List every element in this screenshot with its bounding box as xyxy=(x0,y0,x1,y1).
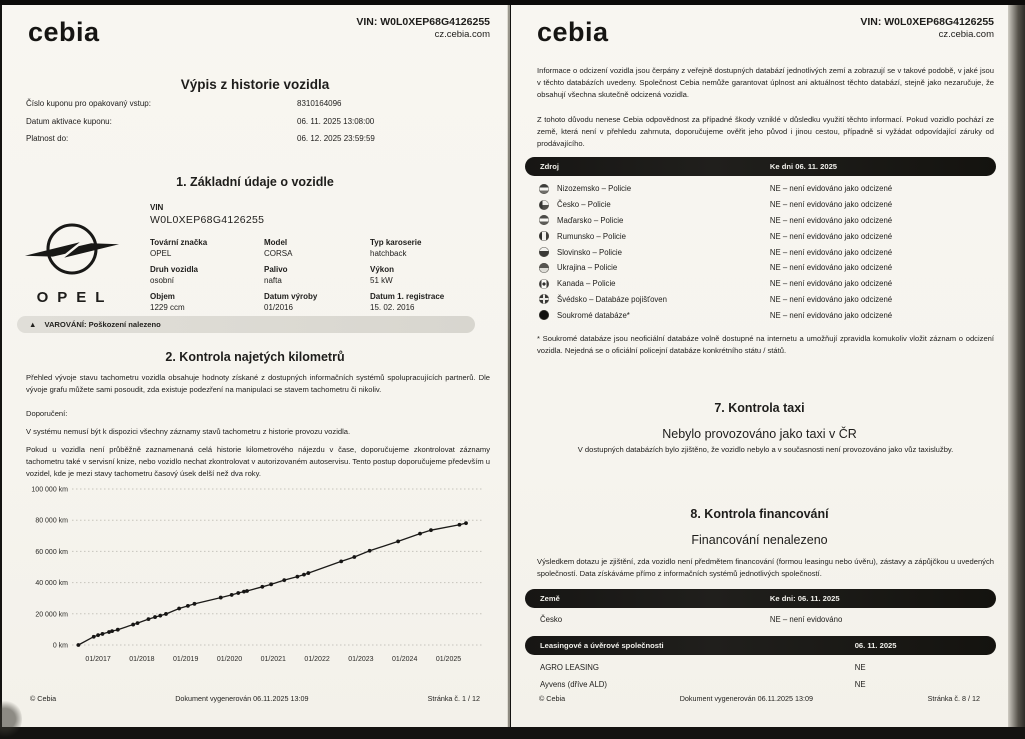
coupon-row xyxy=(26,134,488,152)
stolen-source: Maďarsko – Policie xyxy=(557,215,624,225)
row-name: Ayvens (dříve ALD) xyxy=(540,680,608,689)
country-table-header xyxy=(525,589,996,608)
stolen-result: NE – není evidováno jako odcizené xyxy=(769,231,893,241)
left-page xyxy=(2,5,508,727)
section1-title: 1. Základní údaje o vozidle xyxy=(176,175,334,189)
section2-p4: Pokud u vozidla není průběžně zaznamenaná celá historie kilometrového nájezdu v čase, doporučujeme zkontrolovat záznamy tachometru také v servisní knize, nebo vozidlo nechat zkontrolovat v autorizovaném autoservisu. Tento postup doporučujeme především u vozidel, kde je mezi stavy tachometru časový úsek delší než dva roky. xyxy=(26,445,490,479)
coupon-label: Datum aktivace kuponu: xyxy=(26,116,112,126)
stolen-table-rows xyxy=(525,181,996,323)
coupon-label: Platnost do: xyxy=(26,134,69,143)
coupon-value: 06. 11. 2025 13:08:00 xyxy=(297,116,375,126)
field-label: Tovární značka xyxy=(150,238,208,247)
vin-value: W0L0XEP68G4126255 xyxy=(150,214,265,226)
stolen-row xyxy=(525,181,996,197)
row-result: NE – není evidováno xyxy=(769,615,843,624)
flag-cz-icon xyxy=(539,200,549,210)
row-name: AGRO LEASING xyxy=(540,663,599,672)
y-axis-tick: 100 000 km xyxy=(31,486,68,494)
vehicle-field xyxy=(264,238,370,265)
vehicle-field xyxy=(150,265,264,292)
stolen-row xyxy=(525,244,996,260)
field-label: Objem xyxy=(150,292,175,301)
stolen-source: Rumunsko – Policie xyxy=(557,231,626,241)
field-value: 51 kW xyxy=(370,276,393,285)
flag-private-icon xyxy=(539,310,549,320)
page-seam xyxy=(508,5,510,727)
opel-wordmark: OPEL xyxy=(36,289,114,306)
footer-copyright: © Cebia xyxy=(539,694,566,703)
site-url: cz.cebia.com xyxy=(938,29,994,41)
footer-page-number: Stránka č. 8 / 12 xyxy=(927,694,980,703)
cebia-logo: cebia xyxy=(537,17,609,47)
stolen-row xyxy=(525,307,996,323)
field-label: Palivo xyxy=(264,265,288,274)
field-value: OPEL xyxy=(150,249,172,258)
vehicle-field xyxy=(264,292,370,319)
y-axis-tick: 40 000 km xyxy=(35,580,68,588)
stolen-row xyxy=(525,213,996,229)
field-label: Datum 1. registrace xyxy=(370,292,445,301)
section2-p1: Přehled vývoje stavu tachometru vozidla obsahuje hodnoty získané z dostupných informačních systémů spolupracujících partnerů. Dle vývoje grafu můžete sami posoudit, zda existuje podezření na manipulaci se stavem tachometru či nikoliv. xyxy=(26,373,490,395)
table-row xyxy=(525,676,996,693)
row-name: Česko xyxy=(540,615,563,624)
page-title: Výpis z historie vozidla xyxy=(180,77,330,92)
vehicle-fields xyxy=(150,238,520,319)
opel-logo xyxy=(24,218,120,306)
field-label: Výkon xyxy=(370,265,395,274)
stolen-row xyxy=(525,260,996,276)
stolen-result: NE – není evidováno jako odcizené xyxy=(769,200,893,210)
coupon-row xyxy=(26,117,488,135)
left-footer xyxy=(30,694,480,703)
scan-right-edge xyxy=(1008,5,1025,727)
odometer-chart-svg xyxy=(24,475,490,675)
coupon-value: 8310164096 xyxy=(297,99,342,108)
stolen-result: NE – není evidováno jako odcizené xyxy=(769,263,893,273)
y-axis-tick: 20 000 km xyxy=(35,611,68,619)
section7-text: V dostupných databázích bylo zjištěno, že vozidlo nebylo a v současnosti není provozováno jako vůz taxislužby. xyxy=(577,445,954,454)
warning-bar xyxy=(17,316,475,333)
field-value: 01/2016 xyxy=(264,303,293,312)
stolen-intro-p1: Informace o odcizení vozidla jsou čerpány z veřejně dostupných databází jednotlivých zemí a zobrazují se v takové podobě, v jaké jsou v těchto databázích uvedeny. Společnost Cebia nemůže garantovat úplnost ani aktuálnost těchto databází, stejně jako nezaručuje, že obsahují všechna skutečně odcizená vozidla. xyxy=(537,66,994,100)
table-row xyxy=(525,659,996,676)
y-axis-tick: 0 km xyxy=(52,642,68,650)
vin-text: VIN: W0L0XEP68G4126255 xyxy=(860,16,994,28)
coupon-fields xyxy=(26,99,488,152)
stolen-row xyxy=(525,228,996,244)
x-axis-tick: 01/2018 xyxy=(129,656,155,663)
x-axis-tick: 01/2025 xyxy=(435,656,462,663)
field-value: nafta xyxy=(264,276,282,285)
coupon-row xyxy=(26,99,488,117)
stolen-result: NE – není evidováno jako odcizené xyxy=(769,279,893,289)
field-value: CORSA xyxy=(264,249,293,258)
stolen-col-date: Ke dni 06. 11. 2025 xyxy=(769,162,838,171)
flag-hu-icon xyxy=(539,215,549,225)
vin-label: VIN xyxy=(150,203,164,212)
field-value: 15. 02. 2016 xyxy=(370,303,415,312)
vehicle-field xyxy=(150,292,264,319)
y-axis-tick: 60 000 km xyxy=(35,548,68,556)
section2-p2: Doporučení: xyxy=(26,409,68,418)
section7-title: 7. Kontrola taxi xyxy=(714,401,805,415)
cebia-logo: cebia xyxy=(28,17,100,47)
stolen-intro-p2: Z tohoto důvodu nenese Cebia odpovědnost za případné škody vzniklé v důsledku využití těchto informací. Pokud vozidlo pochází ze země, která není v přehledu zahrnuta, doporučujeme ověřit jeho původ i jinou cestou, případně si vyžádat odpovídající záruky od prodávajícího. xyxy=(537,115,994,149)
vin-text: VIN: W0L0XEP68G4126255 xyxy=(356,16,490,28)
stolen-table-header xyxy=(525,157,996,176)
footer-page-number: Stránka č. 1 / 12 xyxy=(427,694,480,703)
flag-nl-icon xyxy=(539,184,549,194)
field-label: Druh vozidla xyxy=(150,265,199,274)
stolen-result: NE – není evidováno jako odcizené xyxy=(769,310,893,320)
vin-block xyxy=(150,203,264,226)
scan-corner-shadow xyxy=(0,699,22,739)
vehicle-field xyxy=(150,238,264,265)
header-right xyxy=(860,15,994,42)
coupon-value: 06. 12. 2025 23:59:59 xyxy=(297,134,375,143)
footer-generated: Dokument vygenerován 06.11.2025 13:09 xyxy=(175,694,309,703)
right-page xyxy=(511,5,1008,727)
flag-si-icon xyxy=(539,247,549,257)
section8-title: 8. Kontrola financování xyxy=(690,507,829,521)
flag-ro-icon xyxy=(539,231,549,241)
warning-triangle-icon: ▲ xyxy=(29,320,37,329)
country-col-name: Země xyxy=(540,594,560,603)
vehicle-field xyxy=(370,292,520,319)
y-axis-tick: 80 000 km xyxy=(35,517,68,525)
x-axis-tick: 01/2020 xyxy=(216,656,243,663)
section2-title: 2. Kontrola najetých kilometrů xyxy=(165,350,345,364)
x-axis-tick: 01/2023 xyxy=(348,656,374,663)
leasing-table-rows xyxy=(525,659,996,693)
x-axis-tick: 01/2019 xyxy=(173,656,199,663)
odometer-chart xyxy=(24,475,490,680)
stolen-source: Švédsko – Databáze pojišťoven xyxy=(557,294,667,304)
opel-blitz-icon xyxy=(24,218,120,280)
header-right xyxy=(356,15,490,42)
stolen-result: NE – není evidováno jako odcizené xyxy=(769,215,893,225)
x-axis-tick: 01/2021 xyxy=(260,656,286,663)
private-db-footnote: * Soukromé databáze jsou neoficiální databáze volně dostupné na internetu a umožňují zpravidla komukoliv vložit záznam o odcizení vozidla. Nejedná se o oficiální policejní databáze konkrétního státu / států. xyxy=(537,334,994,356)
site-url: cz.cebia.com xyxy=(434,29,490,41)
vehicle-field xyxy=(370,265,520,292)
country-col-date: Ke dni: 06. 11. 2025 xyxy=(769,594,840,603)
section8-result: Financování nenalezeno xyxy=(691,533,828,547)
footer-generated: Dokument vygenerován 06.11.2025 13:09 xyxy=(679,694,814,703)
stolen-result: NE – není evidováno jako odcizené xyxy=(769,184,893,194)
stolen-source: Soukromé databáze* xyxy=(557,310,630,320)
x-axis-tick: 01/2017 xyxy=(85,656,111,663)
row-result: NE xyxy=(854,680,866,689)
stolen-source: Nizozemsko – Policie xyxy=(557,184,632,194)
row-result: NE xyxy=(854,663,866,672)
leasing-table-header xyxy=(525,636,996,655)
section7-result: Nebylo provozováno jako taxi v ČR xyxy=(662,427,857,441)
stolen-row xyxy=(525,276,996,292)
section8-text: Výsledkem dotazu je zjištění, zda vozidlo není předmětem financování (formou leasingu nebo úvěru), zástavy a zápůjčkou u uvedených společností. Data získáváme přímo z informačních systémů jednotlivých společností. xyxy=(537,557,994,579)
footer-copyright: © Cebia xyxy=(30,694,57,703)
vehicle-field xyxy=(370,238,520,265)
right-footer xyxy=(539,694,980,703)
flag-se-icon xyxy=(539,294,549,304)
leasing-col-date: 06. 11. 2025 xyxy=(854,641,897,650)
leasing-col-name: Leasingové a úvěrové společnosti xyxy=(540,641,664,650)
x-axis-tick: 01/2022 xyxy=(304,656,330,663)
flag-ca-icon xyxy=(539,279,549,289)
coupon-label: Číslo kuponu pro opakovaný vstup: xyxy=(26,99,151,108)
stolen-source: Ukrajina – Policie xyxy=(557,263,618,273)
stolen-result: NE – není evidováno jako odcizené xyxy=(769,294,893,304)
stolen-source: Česko – Policie xyxy=(557,200,611,210)
field-value: 1229 ccm xyxy=(150,303,185,312)
table-row xyxy=(525,611,996,628)
stolen-col-source: Zdroj xyxy=(540,162,559,171)
stolen-source: Kanada – Policie xyxy=(557,279,616,289)
field-label: Model xyxy=(264,238,288,247)
stolen-source: Slovinsko – Policie xyxy=(557,247,623,257)
field-label: Datum výroby xyxy=(264,292,318,301)
field-value: osobní xyxy=(150,276,175,285)
stolen-row xyxy=(525,197,996,213)
section2-p3: V systému nemusí být k dispozici všechny záznamy stavů tachometru z historie provozu vozidla. xyxy=(26,427,351,436)
warning-text: VAROVÁNÍ: Poškození nalezeno xyxy=(44,320,161,329)
vehicle-field xyxy=(264,265,370,292)
x-axis-tick: 01/2024 xyxy=(392,656,418,663)
country-table-rows xyxy=(525,611,996,628)
field-label: Typ karoserie xyxy=(370,238,422,247)
flag-ua-icon xyxy=(539,263,549,273)
field-value: hatchback xyxy=(370,249,407,258)
stolen-result: NE – není evidováno jako odcizené xyxy=(769,247,893,257)
stolen-row xyxy=(525,292,996,308)
